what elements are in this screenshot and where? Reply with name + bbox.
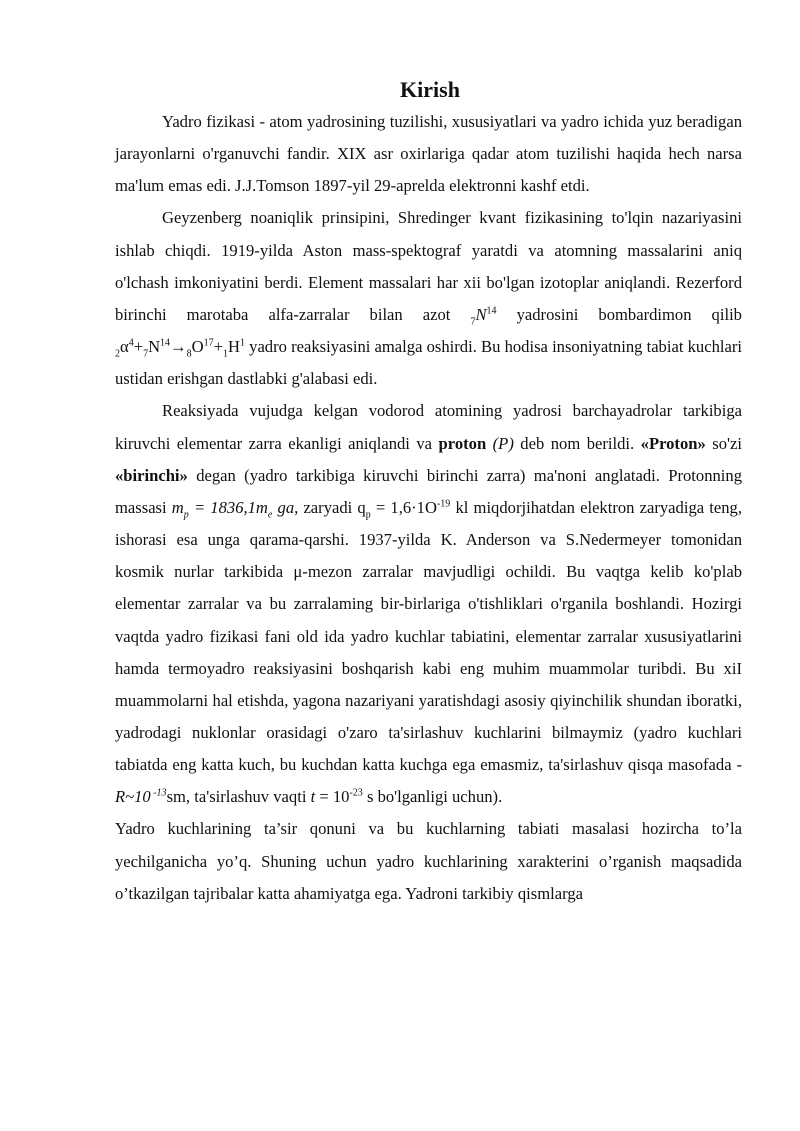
plus-sign: +: [213, 337, 223, 357]
term-proton-quoted: «Proton»: [640, 433, 706, 453]
hydrogen-symbol: H: [227, 337, 240, 357]
time-exponent: -23: [349, 787, 363, 799]
term-birinchi-quoted: «birinchi»: [115, 465, 188, 485]
paragraph-proton: [115, 395, 742, 813]
term-proton: proton: [438, 433, 487, 453]
plus-sign: +: [133, 337, 144, 357]
time-variable: t: [310, 787, 316, 807]
text-run: s bo'lganligi uchun).: [362, 787, 503, 807]
text-run: zaryadi q: [298, 497, 366, 517]
nitrogen-symbol-reaction: N: [148, 337, 161, 357]
proton-mass-formula: [171, 497, 299, 521]
mass-subscript-e: e: [267, 509, 273, 521]
text-run: kl miqdorjihatdan elektron zaryadiga teng, ishorasi esa unga qarama-qarshi. 1937-yilda K. Anderson va S.Nedermeyer tomonidan kosmik nurlar tarkibida μ-mezon zarralar mavjudligi ochildi. Bu vaqtga kelib ko'plab elementar zarralar va bu zarralaming bir-birlariga o'tishliklari o'rganila boshlandi. Hozirgi vaqtda yadro fizikasi fani old ida yadro kuchlar tabiatini, elementar zarralar xususiyatlarini hamda termoyadro reaksiyasini boshqarish kabi eng muhim muammolar turibdi. Bu xiI muammolarni hal etishda, yagona nazariyani yaratishdagi asosiy qiyinchilik shundan iboratki, yadrodagi nuklonlar orasidagi o'zaro ta'sirlashuv kuchlarini bilmaymiz (yadro kuchlari tabiatda eng katta kuch, bu kuchdan katta kuchga ega emasmiz, ta'sirlashuv qisqa masofada -: [115, 497, 742, 775]
oxygen-z: 8: [186, 348, 192, 360]
mass-subscript-p: p: [183, 509, 189, 521]
page-title: Kirish: [400, 77, 460, 102]
text-run: so'zi: [705, 433, 742, 453]
paragraph-nuclear-forces: Yadro kuchlarining ta’sir qonuni va bu kuchlarning tabiati masalasi hozircha to’la yechilganicha yo’q. Shuning uchun yadro kuchlarining xarakterini o’rganish maqsadida o’tkazilgan tajribalar katta ahamiyatga ega. Yadroni tarkibiy qismlarga: [115, 819, 742, 903]
text-run: yadrosini bombardimon qilib: [496, 304, 742, 324]
text-run: = 10: [315, 787, 350, 807]
nitrogen-atomic-number: 7: [470, 316, 476, 328]
oxygen-a: 17: [203, 337, 214, 349]
text-run: Reaksiyada vujudga kelgan vodorod atomining yadrosi barchayadrolar tarkibiga kiruvchi elementar zarra ekanligi aniqlandi va: [115, 401, 742, 453]
text-run: Geyzenberg noaniqlik prinsipini, Shredinger kvant fizikasining to'lqin nazariyasini ishlab chiqdi. 1919-yilda Aston mass-spektograf yaratdi va atomning massalarini aniq o'lchash imkoniyatini berdi. Element massalari har xii bo'lgan izotoplar aniqlandi. Rezerford birinchi marotaba alfa-zarralar bilan azot: [115, 208, 742, 324]
mass-suffix: ga,: [272, 497, 299, 517]
nitrogen-mass-number: 14: [486, 305, 497, 317]
paragraph-intro: Yadro fizikasi - atom yadrosining tuzilishi, xususiyatlari va yadro ichida yuz beradigan jarayonlarni o'rganuvchi fandir. XIX asr oxirlariga qadar atom tuzilishi haqida hech narsa ma'lum emas edi. J.J.Tomson 1897-yil 29-aprelda elektronni kashf etdi.: [115, 112, 742, 196]
hydrogen-a: 1: [239, 337, 245, 349]
alpha-a: 4: [128, 337, 134, 349]
text-run: yadro reaksiyasini amalga oshirdi. Bu hodisa insoniyatning tabiat kuchlari ustidan erishgan dastlabki g'alabasi edi.: [115, 337, 742, 389]
nuclear-reaction-equation: [115, 337, 245, 360]
text-run: degan (yadro tarkibiga kiruvchi birinchi zarra) ma'noni anglatadi. Protonning massasi: [115, 465, 742, 517]
alpha-z: 2: [115, 348, 120, 360]
proton-label: (P): [486, 433, 514, 453]
text-run: sm, ta'sirlashuv vaqti: [166, 787, 311, 807]
text-run: = 1,6·1O: [370, 497, 437, 517]
range-expression: R~10: [115, 787, 151, 807]
nitrogen-symbol: N: [475, 304, 487, 324]
nitrogen-z: 7: [143, 348, 149, 360]
alpha-symbol: α: [120, 337, 129, 357]
text-run: deb nom berildi.: [513, 433, 641, 453]
charge-exponent: -19: [436, 498, 451, 510]
paragraph-history: [115, 202, 742, 395]
nitrogen-a: 14: [160, 337, 171, 349]
oxygen-symbol: O: [191, 337, 204, 357]
hydrogen-z: 1: [222, 348, 228, 360]
range-exponent: [151, 788, 167, 799]
mass-symbol: m: [171, 497, 184, 517]
charge-subscript-p: p: [365, 509, 371, 521]
reaction-arrow: →: [170, 337, 187, 357]
document-body: [115, 106, 742, 910]
mass-value: = 1836,1m: [188, 497, 268, 517]
range-exponent-value: -13: [150, 787, 167, 799]
